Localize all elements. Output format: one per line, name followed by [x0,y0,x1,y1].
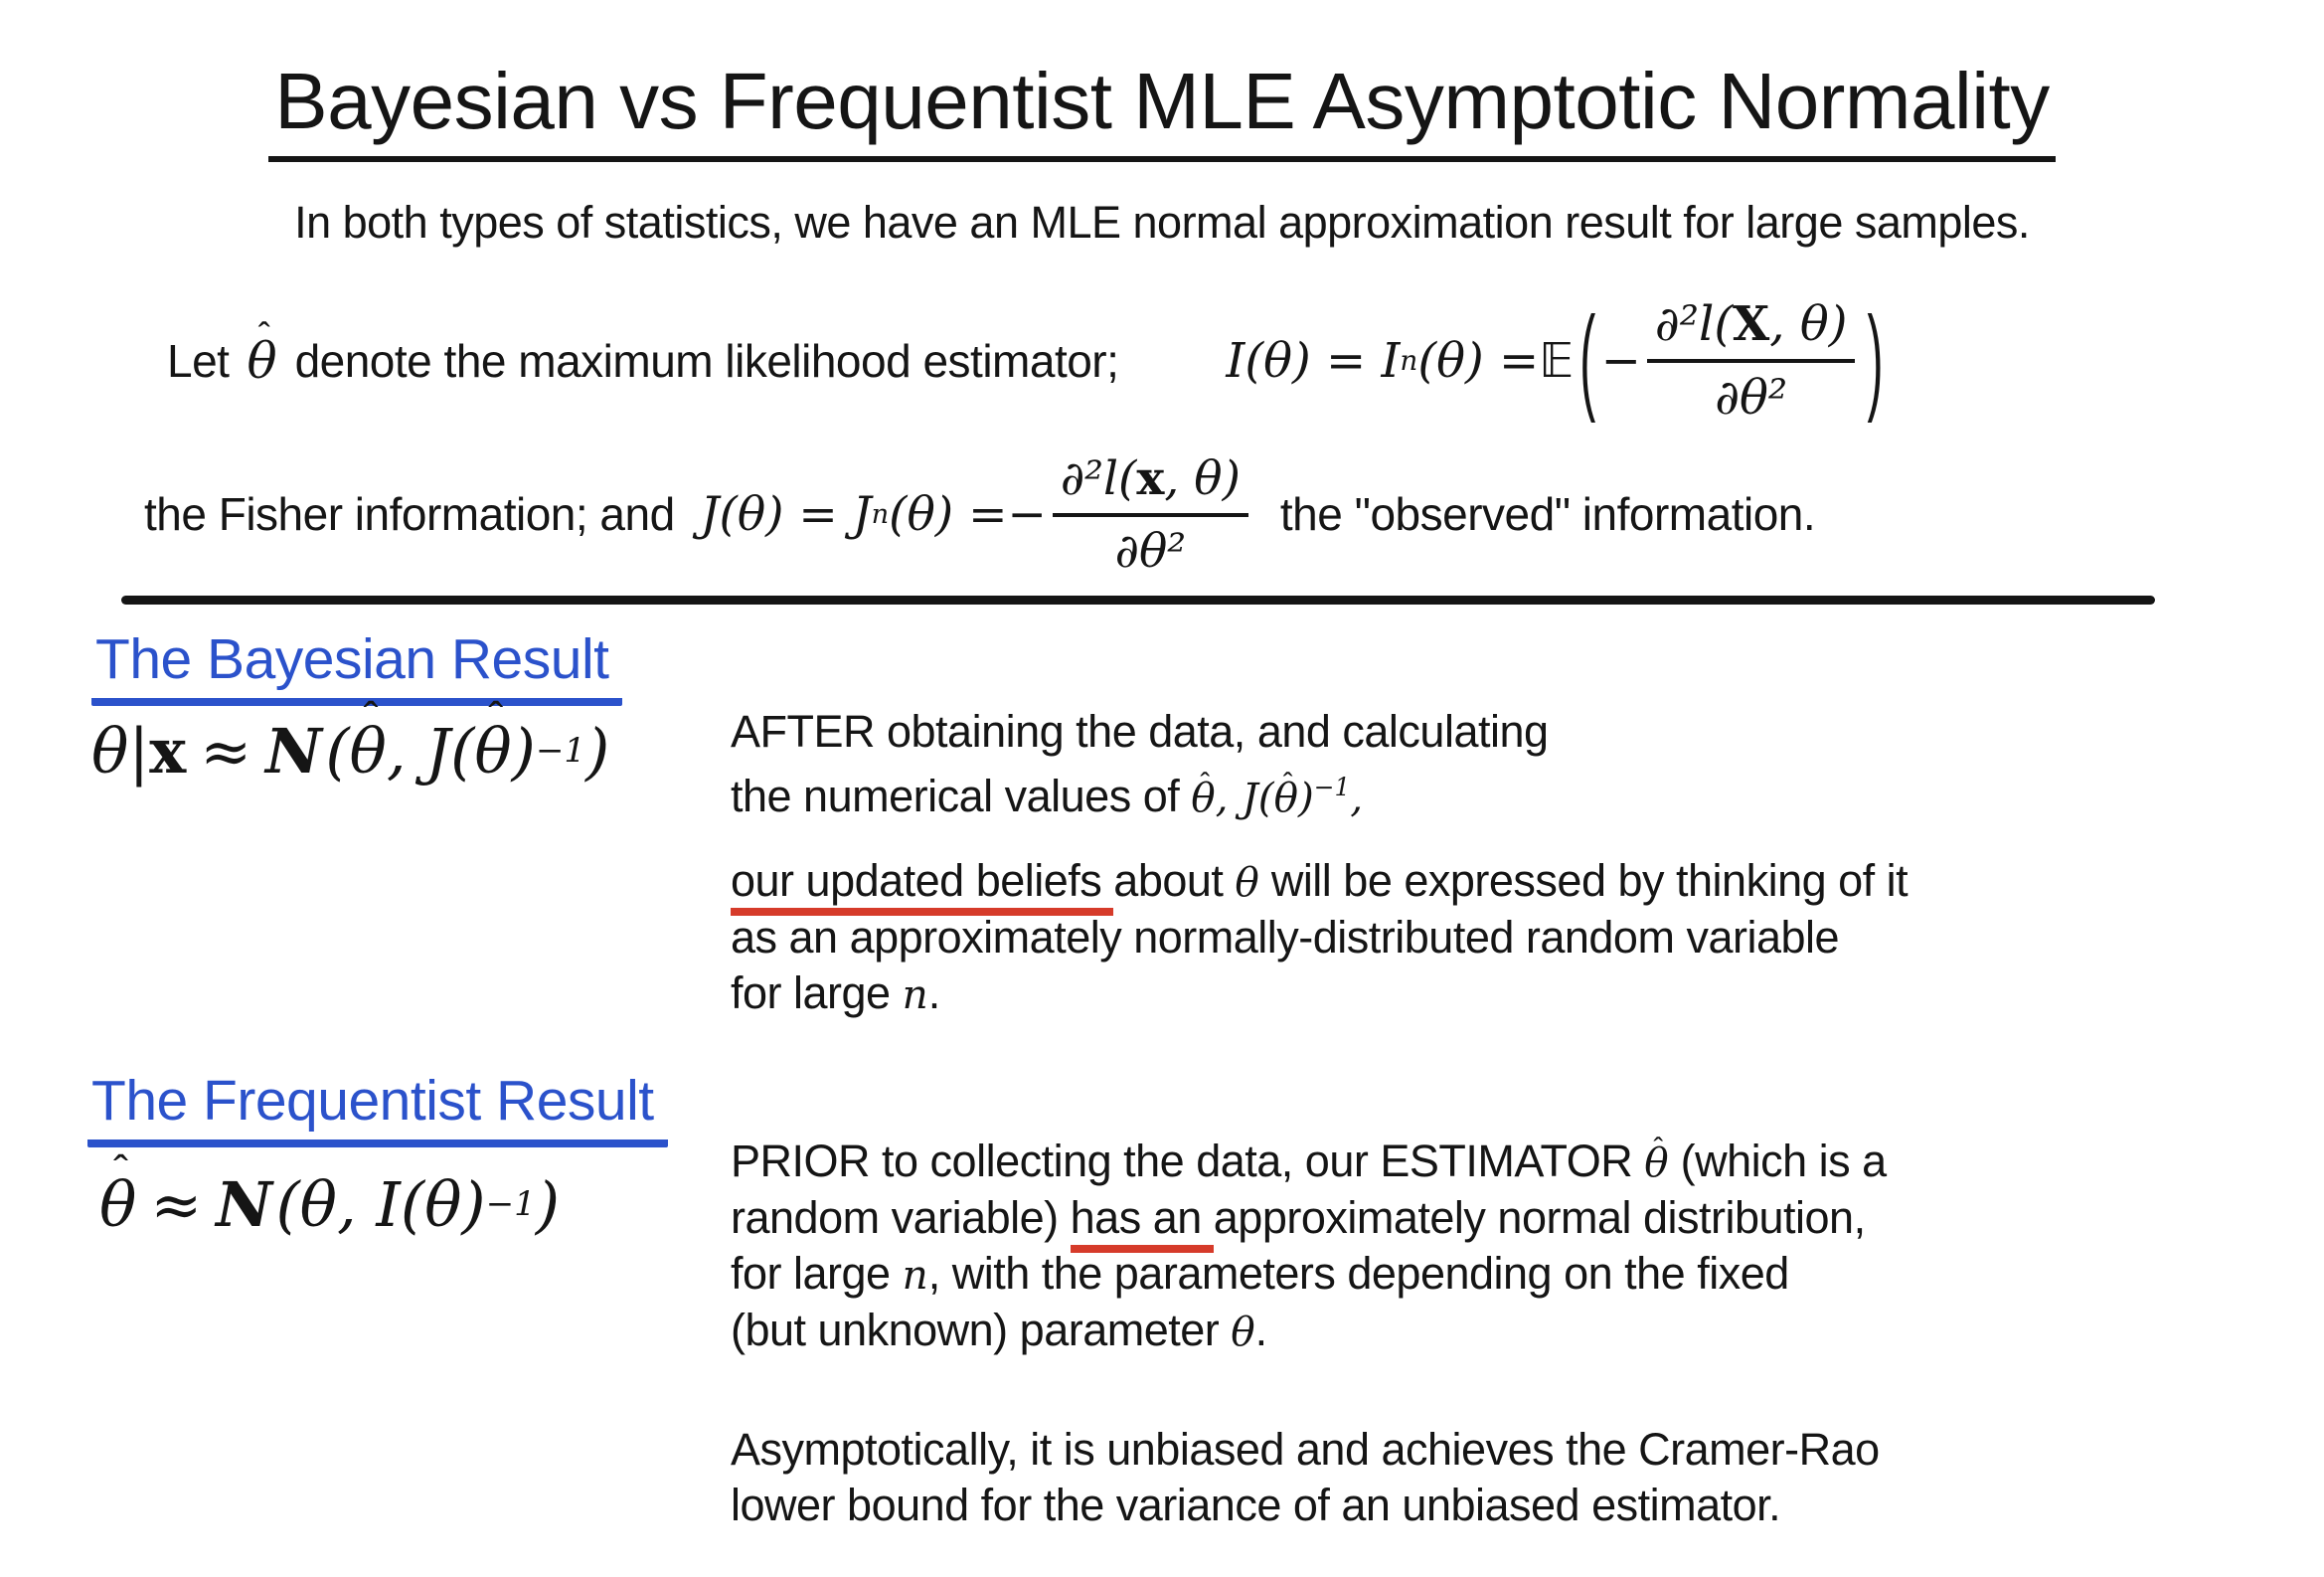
text: lower bound for the variance of an unbiased estimator. [731,1480,1781,1530]
page-title [0,56,2324,162]
text: PRIOR to collecting the data, our ESTIMATOR [731,1136,1645,1186]
observed-information-line [144,439,1815,589]
math-token: , θ) [1164,450,1241,506]
math-token: J(θ) = J [700,486,872,542]
text: as an approximately normally-distributed random variable [731,912,1840,963]
math-token: ) [1297,774,1314,821]
math-token: ) [535,1167,561,1241]
math-token: (θ) = [1417,332,1540,389]
text-line [731,965,1908,1022]
fisher-information-formula [1226,296,1889,426]
frequentist-description [731,1134,1887,1359]
text-line [731,760,1908,825]
frequentist-note [731,1422,1880,1533]
math-token: ) [511,714,536,788]
text: , with the parameters depending on the fixed [927,1248,1789,1299]
let-text: Let [167,334,230,387]
fraction-denominator: ∂θ² [1114,523,1187,579]
fraction [1647,296,1856,426]
math-token: , [1350,774,1364,821]
fraction-numerator [1053,450,1248,513]
text: (but unknown) parameter [731,1305,1232,1355]
math-token: (θ, I(θ) [275,1167,486,1241]
approx-symbol: ≈ [150,1167,203,1241]
inverse-exponent: −1 [1313,773,1351,801]
text: will be expressed by thinking of it [1258,855,1909,906]
text: (which is a [1668,1136,1887,1186]
page-title-text: Bayesian vs Frequentist MLE Asymptotic Normality [268,56,2056,162]
text-line [731,910,1908,965]
normal-distribution-symbol: N [216,1167,272,1241]
approx-symbol: ≈ [200,714,252,788]
text-line [731,1478,1880,1533]
theta-hat-symbol: θ ˆ [247,332,276,390]
theta-symbol: θ [91,714,129,788]
big-paren-close: ) [1867,295,1883,426]
text: . [1254,1305,1267,1355]
text-line [731,1303,1887,1359]
text-line [731,1422,1880,1478]
math-token: I(θ) = I [1226,332,1401,389]
math-subscript: n [871,498,890,530]
bayesian-result-heading-text: The Bayesian Result [91,626,622,706]
math-subscript: n [1400,344,1418,377]
fisher-label-text: the Fisher information; and [144,488,675,540]
theta-hat-symbol: θ ˆ [1274,770,1298,825]
math-token: , θ) [1769,295,1848,352]
theta-symbol: θ [1231,1308,1255,1355]
math-token: , [1215,774,1229,821]
inverse-exponent: −1 [485,1184,536,1224]
expectation-symbol: 𝔼 [1539,332,1575,389]
theta-hat-symbol: θ ˆ [1191,770,1215,825]
subtitle: In both types of statistics, we have an MLE normal approximation result for large samples. [294,197,2030,248]
text: Asymptotically, it is unbiased and achieves the Cramer-Rao [731,1424,1880,1475]
observed-label-text: the "observed" information. [1279,488,1816,540]
theta-hat-symbol: θ ˆ [1644,1135,1668,1190]
minus-sign: − [1007,486,1047,542]
bold-X: X [1733,295,1770,352]
text: about [1113,855,1236,906]
fraction-denominator: ∂θ² [1715,369,1788,426]
red-underlined-phrase: our updated beliefs [731,855,1113,916]
text: . [927,967,940,1018]
math-token: ) [585,714,610,788]
fraction-numerator [1647,296,1856,359]
fraction [1053,450,1248,579]
math-token: J( [1242,774,1274,821]
bayesian-result-heading [91,626,622,706]
frequentist-result-heading-text: The Frequentist Result [87,1068,668,1147]
text-line [731,1190,1887,1246]
math-token: ∂²l( [1654,295,1734,352]
text-line [731,1246,1887,1303]
text: the numerical values of [731,771,1192,821]
bold-x: x [149,714,187,788]
math-token: (θ) = [889,486,1008,542]
n-symbol: n [902,970,928,1018]
frequentist-result-heading [87,1068,668,1147]
bold-x: x [1136,450,1165,506]
red-underlined-phrase: has an [1071,1192,1214,1253]
math-token: ( [325,714,350,788]
big-paren-open: ( [1579,295,1595,426]
inverse-exponent: −1 [535,731,586,771]
horizontal-divider [121,596,2155,605]
mle-definition-line [167,273,1889,447]
text-line [731,853,1908,910]
theta-hat-symbol: θ ˆ [474,715,511,788]
text: AFTER obtaining the data, and calculating [731,706,1549,757]
theta-hat-symbol: θ ˆ [99,1168,136,1241]
minus-sign: − [1600,332,1641,389]
frequentist-formula [99,1149,560,1259]
n-symbol: n [902,1251,928,1299]
theta-symbol: θ [1235,858,1259,906]
let-text-2: denote the maximum likelihood estimator; [294,334,1119,387]
text-line [731,1134,1887,1190]
bayesian-formula [91,696,609,805]
text: for large [731,967,903,1018]
text: random variable) [731,1192,1071,1243]
theta-hat-symbol: θ ˆ [350,715,387,788]
normal-distribution-symbol: N [265,714,322,788]
math-token: , J( [386,714,475,788]
math-token: ∂²l( [1060,450,1137,506]
bayesian-description [731,704,1908,1022]
text-line [731,704,1908,760]
text: approximately normal distribution, [1213,1192,1866,1243]
conditional-bar: | [128,714,150,788]
text: for large [731,1248,903,1299]
observed-information-formula [701,450,1254,579]
